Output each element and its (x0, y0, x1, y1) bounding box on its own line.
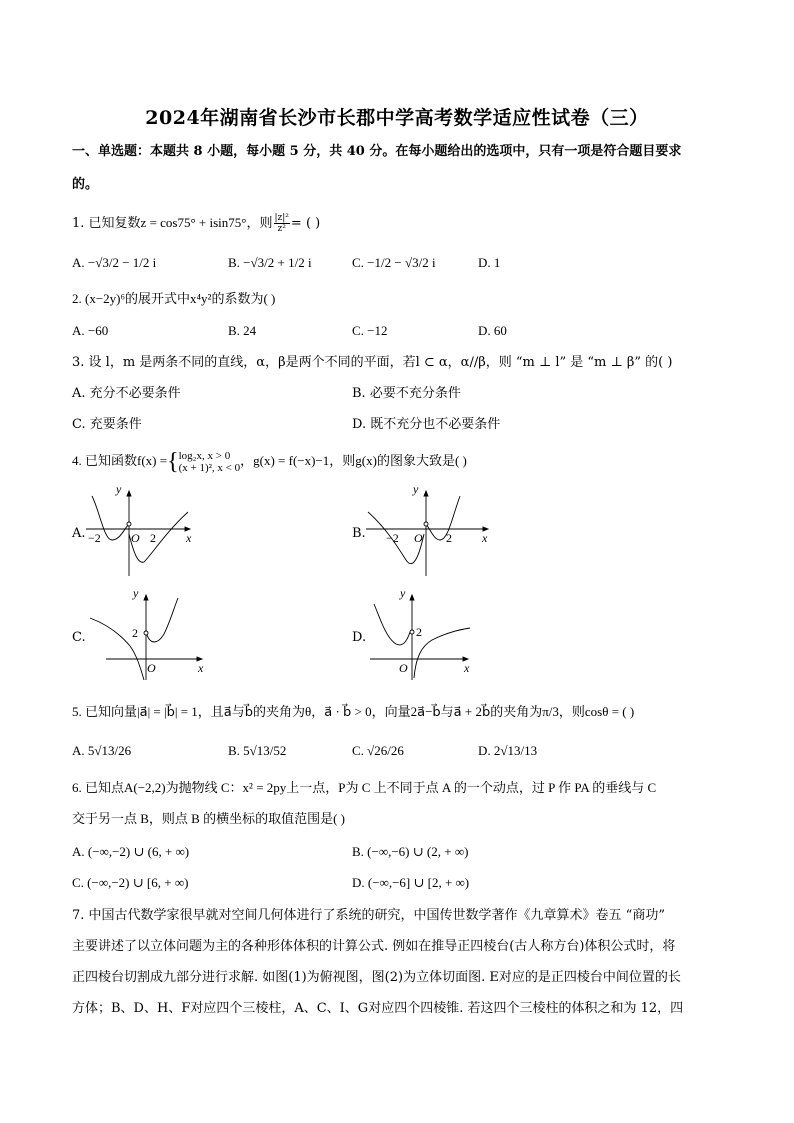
question-1-stem (72, 213, 320, 234)
y-label: y (400, 586, 406, 600)
q2-option-c[interactable] (352, 322, 388, 340)
q5-option-b-label: B. (228, 743, 240, 758)
q1-option-a-text: −√3/2 − 1/2 i (87, 255, 157, 270)
section-heading-cont: 的。 (72, 177, 99, 192)
q1-fraction (274, 213, 290, 234)
curve-left (374, 604, 410, 645)
curve-right (426, 496, 460, 540)
origin-label: O (131, 531, 140, 545)
open-point (127, 522, 131, 526)
q3-option-d-text: 既不充分也不必要条件 (370, 417, 501, 432)
q1-option-b-text: −√3/2 + 1/2 i (243, 255, 312, 270)
question-5-stem: 5. 已知向量|a⃗| = |b⃗| = 1，且a⃗与b⃗的夹角为θ，a⃗ · b⃗ > 0，向量2a⃗−b⃗与a⃗ + 2b⃗的夹角为π/3，则cosθ = ( ) (72, 704, 635, 719)
q2-option-b-label: B. (228, 323, 240, 338)
x-label: x (198, 661, 204, 675)
y-arrow-icon (424, 491, 428, 496)
q5-option-d-label: D. (478, 743, 491, 758)
q6-option-c-text: (−∞,−2) ∪ [6, + ∞) (87, 875, 189, 890)
question-7-line-3: 正四棱台切割成九部分进行求解. 如图(1)为俯视图，图(2)为立体切面图. E对应的是正四棱台中间位置的长 (72, 970, 681, 985)
curve-right (414, 628, 470, 678)
q1-option-c[interactable] (352, 254, 436, 272)
q6-option-a-label: A. (72, 844, 85, 859)
q5-option-a-label: A. (72, 743, 85, 758)
q5-option-a[interactable] (72, 742, 131, 760)
q1-option-a-label: A. (72, 255, 85, 270)
q4-graph-c[interactable] (86, 586, 212, 682)
q5-option-b[interactable] (228, 742, 286, 760)
origin-label: O (414, 531, 423, 545)
q4-case-2: (x + 1)², x < 0 (178, 462, 241, 475)
page-title: 2024年湖南省长沙市长郡中学高考数学适应性试卷（三） (145, 107, 649, 129)
q1-option-c-text: −1/2 − √3/2 i (367, 255, 436, 270)
q4-option-d-label[interactable]: D. (352, 630, 367, 645)
q1-option-a[interactable] (72, 254, 156, 272)
question-4-stem (72, 449, 467, 474)
two-label: 2 (132, 626, 138, 640)
q2-option-b[interactable] (228, 322, 256, 340)
q4-option-c-label[interactable]: C. (72, 630, 86, 645)
q4-piecewise-cases (179, 450, 241, 474)
q1-frac-den: z² (277, 224, 286, 234)
question-6-stem: 6. 已知点A(−2,2)为抛物线 C：x² = 2py上一点，P为 C 上不同于点 A 的一个动点，过 P 作 PA 的垂线与 C (72, 780, 657, 795)
q3-option-d-label: D. (352, 417, 367, 432)
question-7-line-1: 7. 中国古代数学家很早就对空间几何体进行了系统的研究，中国传世数学著作《九章算术》卷五 “商功” (72, 908, 665, 923)
q2-option-d-text: 60 (493, 323, 507, 338)
origin-label: O (147, 661, 156, 675)
section-heading: 一、单选题：本题共 8 小题，每小题 5 分，共 40 分。在每小题给出的选项中，只有一项是符合题目要求 (72, 144, 682, 159)
q1-option-d[interactable] (478, 254, 500, 272)
y-label: y (116, 482, 122, 496)
q6-option-b[interactable] (352, 843, 468, 861)
question-7-line-2: 主要讲述了以立体问题为主的各种形体体积的计算公式. 例如在推导正四棱台(古人称方台)体积公式时，将 (72, 939, 676, 954)
q4-stem-pre: 4. 已知函数f(x) = (72, 453, 168, 468)
two-label: 2 (416, 625, 422, 639)
q1-option-d-text: 1 (493, 255, 501, 270)
x-label: x (482, 531, 488, 545)
q1-option-b[interactable] (228, 254, 312, 272)
neg-two-label: −2 (88, 531, 101, 545)
q3-option-a-text: 充分不必要条件 (89, 386, 181, 401)
q3-option-b-label: B. (352, 386, 366, 401)
q1-option-b-label: B. (228, 255, 240, 270)
q3-option-a[interactable] (72, 385, 181, 403)
q4-stem-post: ，g(x) = f(−x)−1，则g(x)的图象大致是( ) (240, 453, 467, 468)
q1-frac-num: |z|² (274, 213, 289, 223)
open-point (424, 522, 428, 526)
q4-graph-d[interactable] (366, 586, 478, 682)
q1-option-d-label: D. (478, 255, 491, 270)
q3-option-c-label: C. (72, 417, 86, 432)
question-7-line-4: 方体；B、D、H、F对应四个三棱柱，A、C、I、G对应四个四棱锥. 若这四个三棱柱的体积之和为 12，四 (72, 1001, 684, 1016)
q6-option-d[interactable] (352, 874, 469, 892)
q4-option-b-label[interactable]: B. (352, 526, 366, 541)
y-arrow-icon (144, 595, 148, 600)
q3-option-d[interactable] (352, 416, 500, 434)
q4-piecewise-brace: { (167, 449, 179, 476)
q5-option-b-text: 5√13/52 (243, 743, 287, 758)
q2-option-d-label: D. (478, 323, 491, 338)
q5-option-d[interactable] (478, 742, 537, 760)
q4-case-1: log₂x, x > 0 (178, 450, 231, 463)
x-label: x (464, 661, 470, 675)
q6-option-d-label: D. (352, 875, 365, 890)
q3-option-c[interactable] (72, 416, 142, 434)
x-label: x (186, 531, 192, 545)
q6-option-b-text: (−∞,−6) ∪ (2, + ∞) (367, 844, 469, 859)
q5-option-c[interactable] (352, 742, 404, 760)
curve-right (146, 598, 178, 642)
two-label: 2 (446, 531, 452, 545)
y-label: y (413, 482, 419, 496)
question-6-stem-cont: 交于另一点 B，则点 B 的横坐标的取值范围是( ) (72, 811, 346, 826)
q2-option-c-text: −12 (367, 323, 388, 338)
q2-option-d[interactable] (478, 322, 507, 340)
q5-option-d-text: 2√13/13 (493, 743, 538, 758)
q3-option-b-text: 必要不充分条件 (369, 386, 461, 401)
two-label: 2 (150, 531, 156, 545)
question-3-stem: 3. 设 l，m 是两条不同的直线，α，β是两个不同的平面，若l ⊂ α，α//β，则 “m ⊥ l” 是 “m ⊥ β” 的( ) (72, 355, 673, 370)
q2-option-a-text: −60 (87, 323, 109, 338)
q3-option-a-label: A. (72, 386, 86, 401)
q6-option-b-label: B. (352, 844, 364, 859)
q6-option-c[interactable] (72, 874, 188, 892)
q2-option-a-label: A. (72, 323, 85, 338)
q4-option-a-label[interactable]: A. (72, 526, 86, 541)
q4-graph-b[interactable] (366, 482, 496, 578)
y-label: y (133, 586, 139, 600)
q5-option-c-label: C. (352, 743, 364, 758)
q6-option-a[interactable] (72, 843, 189, 861)
q3-option-c-text: 充要条件 (89, 417, 142, 432)
y-arrow-icon (410, 595, 414, 600)
open-point (410, 630, 414, 634)
question-2-stem: 2. (x−2y)⁶的展开式中x⁴y²的系数为( ) (72, 291, 276, 306)
y-arrow-icon (127, 491, 131, 496)
q5-option-c-text: √26/26 (367, 743, 404, 758)
origin-label: O (399, 661, 408, 675)
q6-option-c-label: C. (72, 875, 84, 890)
q4-graph-a[interactable] (86, 482, 196, 578)
q1-stem-pre: 1. 已知复数 (72, 216, 141, 231)
q6-option-d-text: (−∞,−6] ∪ [2, + ∞) (367, 875, 470, 890)
q5-option-a-text: 5√13/26 (87, 743, 132, 758)
q3-option-b[interactable] (352, 385, 461, 403)
q2-option-b-text: 24 (243, 323, 257, 338)
q1-stem-expr: z = cos75° + isin75°，则 (140, 215, 273, 230)
q1-stem-post: = ( ) (290, 216, 321, 231)
q2-option-a[interactable] (72, 322, 108, 340)
q2-option-c-label: C. (352, 323, 364, 338)
q1-option-c-label: C. (352, 255, 364, 270)
q6-option-a-text: (−∞,−2) ∪ (6, + ∞) (87, 844, 190, 859)
neg-two-label: −2 (386, 531, 399, 545)
open-point (144, 631, 148, 635)
